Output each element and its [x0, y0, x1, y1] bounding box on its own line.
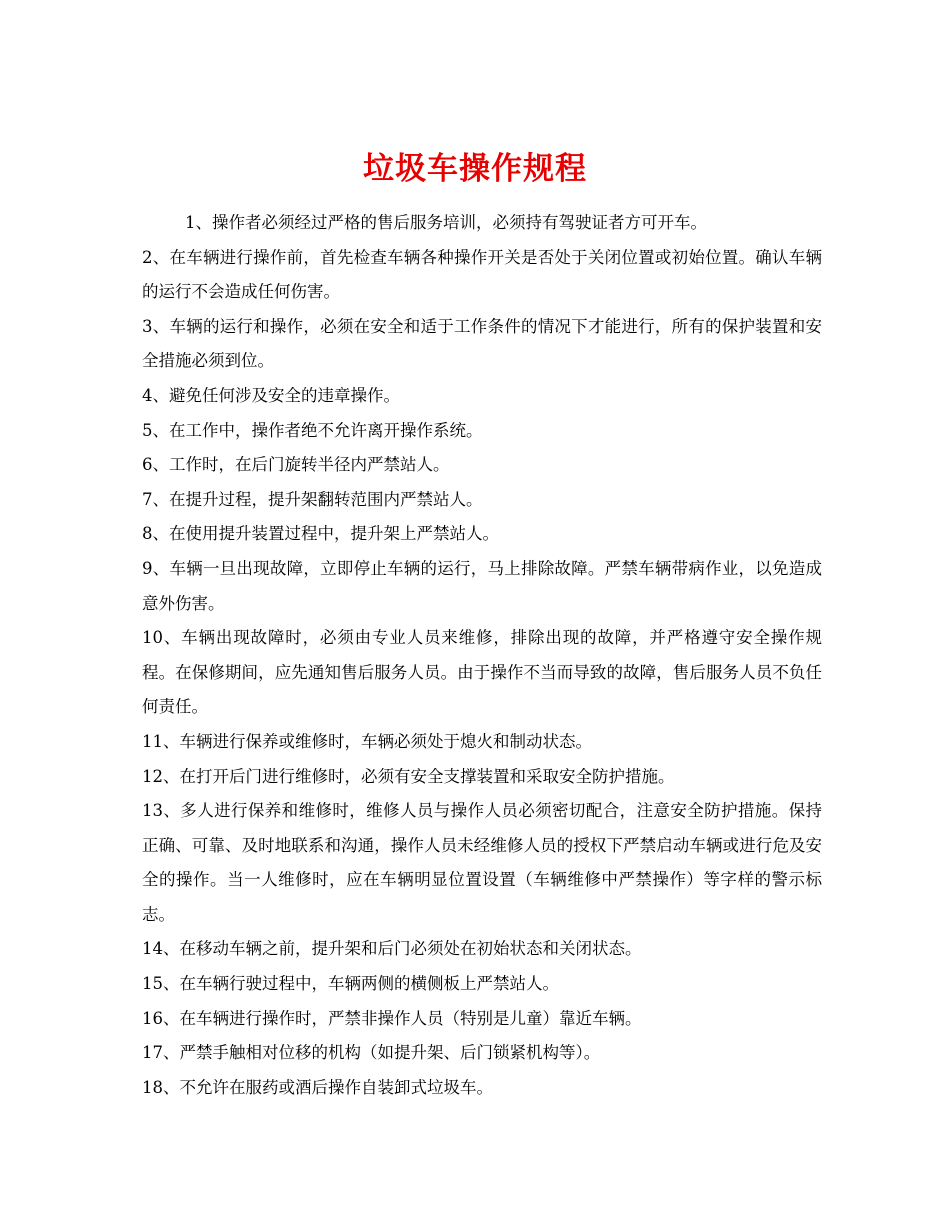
rule-paragraph-8: 8、在使用提升装置过程中，提升架上严禁站人。 [142, 524, 499, 544]
rule-paragraph-5: 5、在工作中，操作者绝不允许离开操作系统。 [142, 420, 483, 440]
rule-paragraph-15: 15、在车辆行驶过程中，车辆两侧的横侧板上严禁站人。 [142, 974, 559, 994]
rule-paragraph-3: 3、车辆的运行和操作，必须在安全和适于工作条件的情况下才能进行，所有的保护装置和安全措施必须到位。 [142, 316, 822, 371]
rule-paragraph-18: 18、不允许在服药或酒后操作自装卸式垃圾车。 [142, 1077, 493, 1097]
rule-paragraph-4: 4、避免任何涉及安全的违章操作。 [142, 385, 400, 405]
rule-paragraph-11: 11、车辆进行保养或维修时，车辆必须处于熄火和制动状态。 [142, 731, 592, 751]
rule-paragraph-2: 2、在车辆进行操作前，首先检查车辆各种操作开关是否处于关闭位置或初始位置。确认车辆的运行不会造成任何伤害。 [142, 247, 822, 302]
rule-paragraph-17: 17、严禁手触相对位移的机构（如提升架、后门锁紧机构等）。 [142, 1043, 601, 1063]
rule-paragraph-14: 14、在移动车辆之前，提升架和后门必须处在初始状态和关闭状态。 [142, 939, 642, 959]
rule-paragraph-12: 12、在打开后门进行维修时，必须有安全支撑装置和采取安全防护措施。 [142, 766, 675, 786]
document-body [142, 206, 822, 1105]
rule-paragraph-13: 13、多人进行保养和维修时，维修人员与操作人员必须密切配合，注意安全防护措施。保持正确、可靠、及时地联系和沟通，操作人员未经维修人员的授权下严禁启动车辆或进行危及安全的操作。当一人维修时，应在车辆明显位置设置（车辆维修中严禁操作）等字样的警示标志。 [142, 801, 822, 924]
rule-paragraph-10: 10、车辆出现故障时，必须由专业人员来维修，排除出现的故障，并严格遵守安全操作规程。在保修期间，应先通知售后服务人员。由于操作不当而导致的故障，售后服务人员不负任何责任。 [142, 628, 822, 717]
rule-paragraph-6: 6、工作时，在后门旋转半径内严禁站人。 [142, 455, 450, 475]
rule-paragraph-1: 1、操作者必须经过严格的售后服务培训，必须持有驾驶证者方可开车。 [185, 213, 707, 232]
rule-paragraph-16: 16、在车辆进行操作时，严禁非操作人员（特别是儿童）靠近车辆。 [142, 1008, 642, 1028]
rule-paragraph-7: 7、在提升过程，提升架翻转范围内严禁站人。 [142, 489, 483, 509]
document-title: 垃圾车操作规程 [363, 150, 587, 187]
rule-paragraph-9: 9、车辆一旦出现故障，立即停止车辆的运行，马上排除故障。严禁车辆带病作业，以免造成意外伤害。 [142, 558, 822, 613]
